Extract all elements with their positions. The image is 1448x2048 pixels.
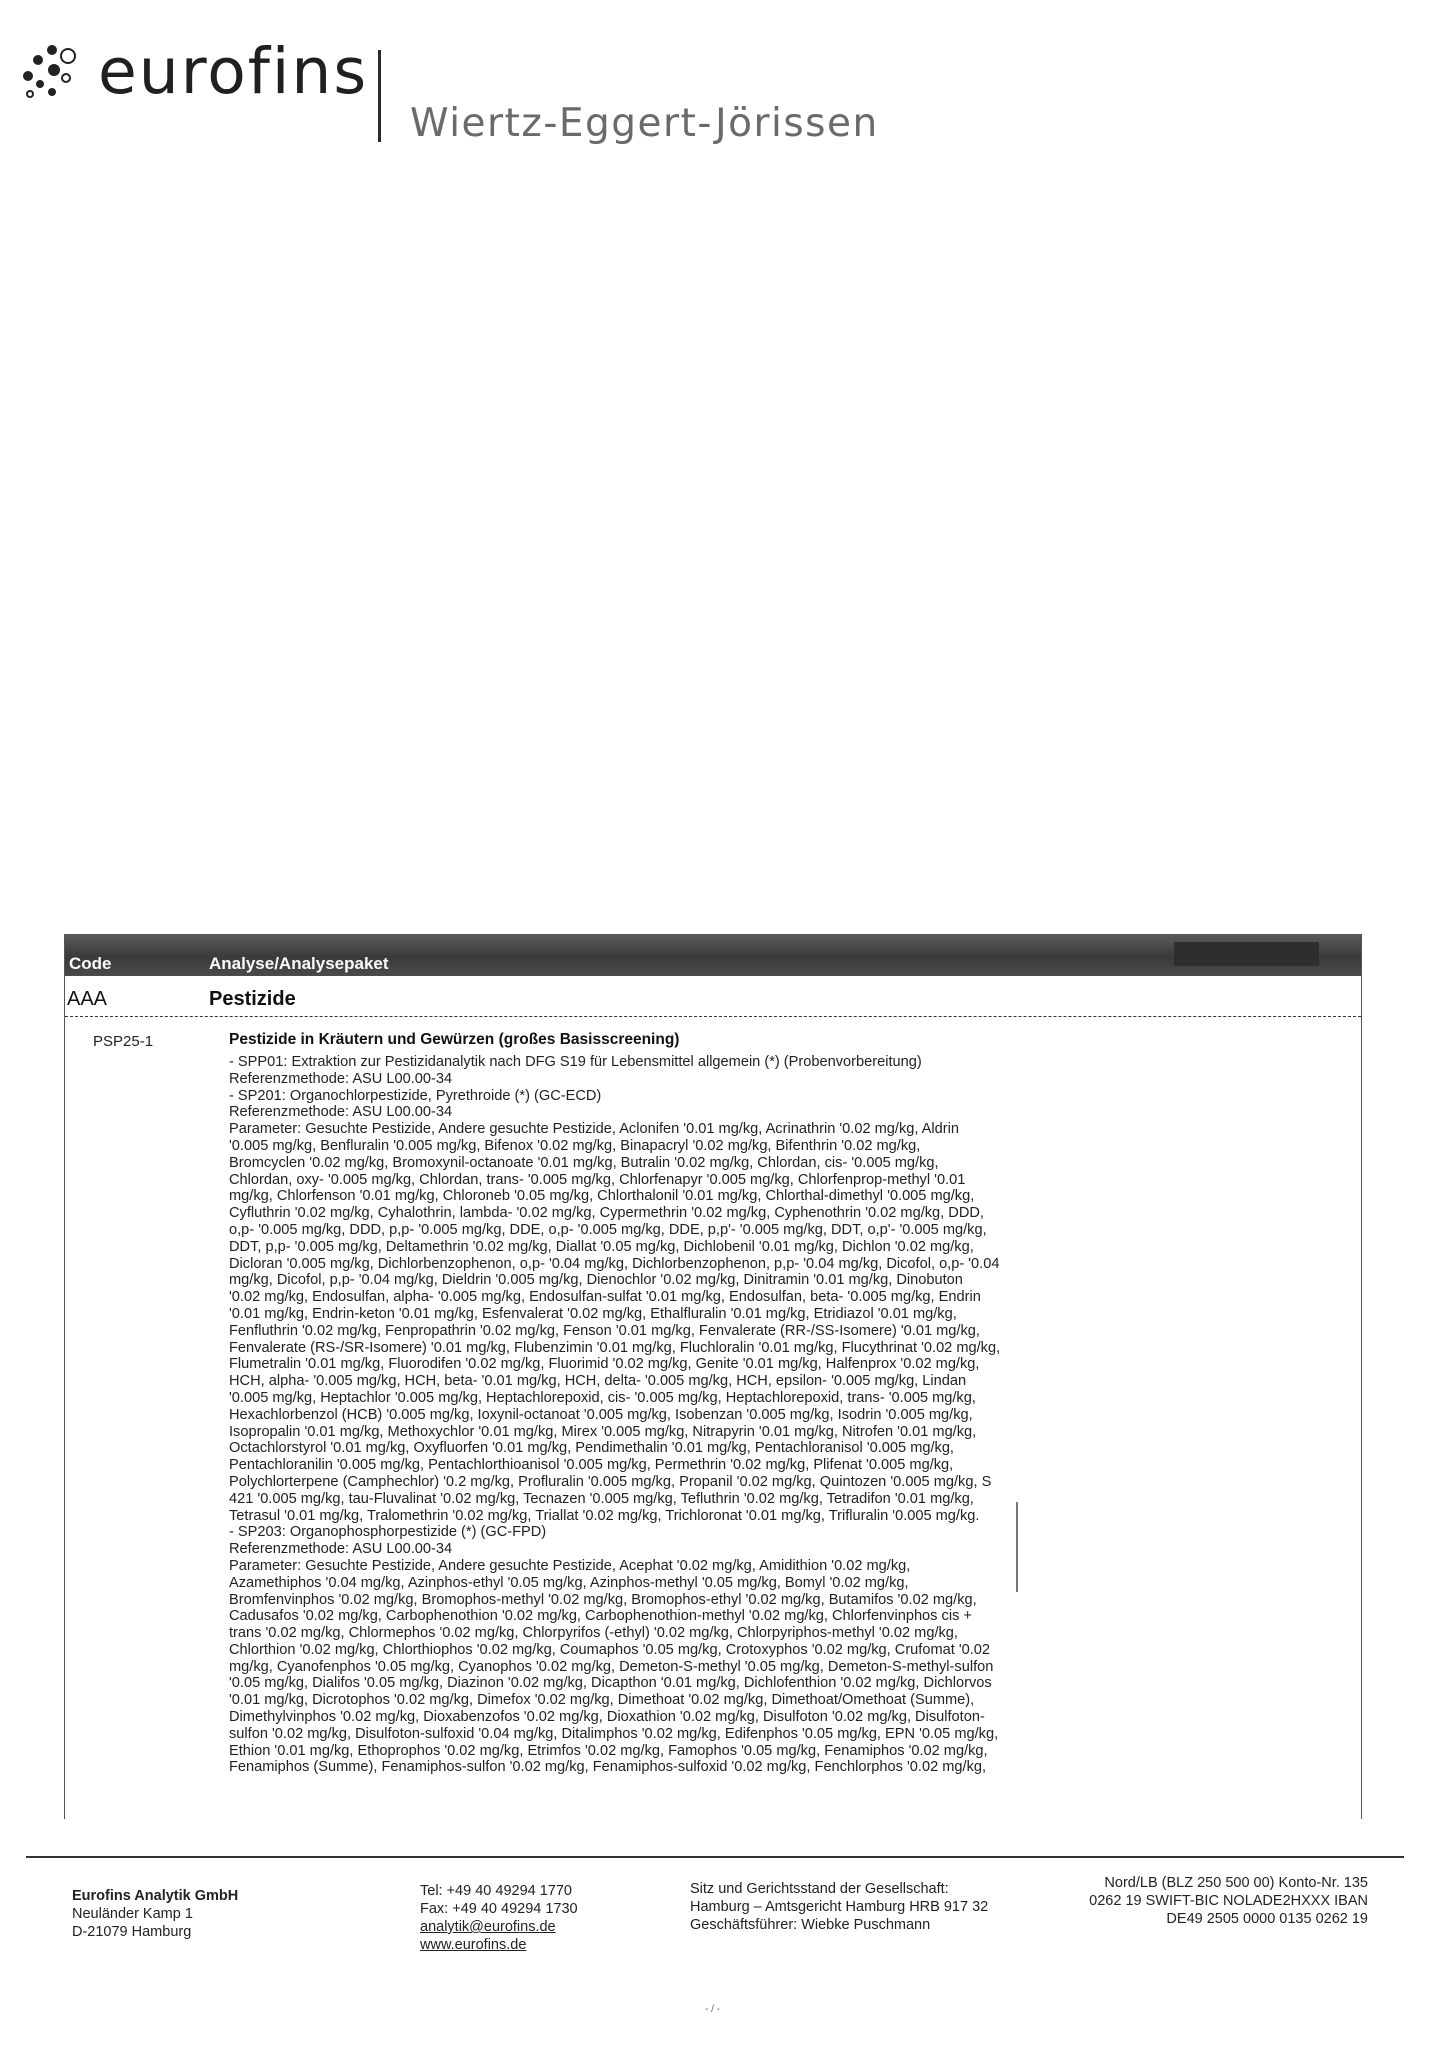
lab-name: Wiertz-Eggert-Jörissen [410,101,879,146]
description-line: Isopropalin '0.01 mg/kg, Methoxychlor '0.01 mg/kg, Mirex '0.005 mg/kg, Nitrapyrin '0.01 mg/kg, Nitrofen '0.01 mg/kg, [229,1423,977,1440]
description-line: '0.01 mg/kg, Endrin-keton '0.01 mg/kg, Esfenvalerat '0.02 mg/kg, Ethalfluralin '0.01 mg/kg, Etridiazol '0.01 mg/kg, [229,1305,957,1322]
description-line: trans '0.02 mg/kg, Chlormephos '0.02 mg/kg, Chlorpyrifos (-ethyl) '0.02 mg/kg, Chlorpyriphos-methyl '0.02 mg/kg, [229,1625,958,1642]
description-line: Fenamiphos (Summe), Fenamiphos-sulfon '0.02 mg/kg, Fenamiphos-sulfoxid '0.02 mg/kg, Fenchlorphos '0.02 mg/kg, [229,1759,987,1776]
description-line: mg/kg, Dicofol, p,p- '0.04 mg/kg, Dieldrin '0.005 mg/kg, Dienochlor '0.02 mg/kg, Dinitramin '0.01 mg/kg, Dinobuton [229,1272,963,1289]
description-line: '0.02 mg/kg, Endosulfan, alpha- '0.005 mg/kg, Endosulfan-sulfat '0.01 mg/kg, Endosulfan, beta- '0.005 mg/kg, Endrin [229,1289,981,1306]
footer-bank [1089,1874,1368,1928]
registry-line-2: Hamburg – Amtsgericht Hamburg HRB 917 32 [690,1899,989,1915]
description-line: Cyfluthrin '0.02 mg/kg, Cyhalothrin, lambda- '0.02 mg/kg, Cypermethrin '0.02 mg/kg, Cyphenothrin '0.02 mg/kg, DDD, [229,1205,984,1222]
analysis-table [64,934,1362,1819]
contact-email-link[interactable]: analytik@eurofins.de [420,1919,556,1935]
bank-line-1: Nord/LB (BLZ 250 500 00) Konto-Nr. 135 [1104,1875,1368,1891]
page-mark: - / - [705,2004,720,2015]
footer-company [72,1887,238,1941]
description-line: Fenfluthrin '0.02 mg/kg, Fenpropathrin '0.02 mg/kg, Fenson '0.01 mg/kg, Fenvalerate (RR-/SS-Isomere) '0.01 mg/kg, [229,1322,980,1339]
brand-name: eurofins [98,35,369,108]
description-line: Fenvalerate (RS-/SR-Isomere) '0.01 mg/kg, Flubenzimin '0.01 mg/kg, Fluchloralin '0.01 mg/kg, Flucythrinat '0.02 mg/kg, [229,1339,1001,1356]
description-line: Polychlorterpene (Camphechlor) '0.2 mg/kg, Profluralin '0.005 mg/kg, Propanil '0.02 mg/kg, Quintozen '0.005 mg/kg, S [229,1473,992,1490]
description-line: Referenzmethode: ASU L00.00-34 [229,1104,453,1121]
column-header-code: Code [69,954,112,973]
footer-contact [420,1882,578,1954]
description-line: Tetrasul '0.01 mg/kg, Tralomethrin '0.02 mg/kg, Triallat '0.02 mg/kg, Trichloronat '0.01 mg/kg, Trifluralin '0.005 mg/kg. [229,1507,980,1524]
redaction-block [1174,942,1319,966]
column-header-analyse: Analyse/Analysepaket [209,954,389,973]
registry-line-3: Geschäftsführer: Wiebke Puschmann [690,1917,931,1933]
description-line: Flumetralin '0.01 mg/kg, Fluorodifen '0.02 mg/kg, Fluorimid '0.02 mg/kg, Genite '0.01 mg/kg, Halfenprox '0.02 mg/kg, [229,1356,980,1373]
registry-line-1: Sitz und Gerichtsstand der Gesellschaft: [690,1881,949,1897]
margin-line [1016,1502,1018,1592]
description-line: mg/kg, Cyanofenphos '0.05 mg/kg, Cyanophos '0.02 mg/kg, Demeton-S-methyl '0.05 mg/kg, Demeton-S-methyl-sulfon [229,1658,994,1675]
description-line: Dicloran '0.005 mg/kg, Dichlorbenzophenon, o,p- '0.04 mg/kg, Dichlorbenzophenon, p,p- '0.04 mg/kg, Dicofol, o,p- '0.04 [229,1255,1000,1272]
contact-fax: Fax: +49 40 49294 1730 [420,1901,578,1917]
description-line: HCH, alpha- '0.005 mg/kg, HCH, beta- '0.01 mg/kg, HCH, delta- '0.005 mg/kg, HCH, epsilon- '0.005 mg/kg, Lindan [229,1373,967,1390]
description-line: Parameter: Gesuchte Pestizide, Andere gesuchte Pestizide, Acephat '0.02 mg/kg, Amidithion '0.02 mg/kg, [229,1557,911,1574]
item-code: PSP25-1 [93,1033,154,1050]
description-line: Azamethiphos '0.04 mg/kg, Azinphos-ethyl '0.05 mg/kg, Azinphos-methyl '0.05 mg/kg, Bomyl '0.02 mg/kg, [229,1574,909,1591]
item-title: Pestizide in Kräutern und Gewürzen (großes Basisscreening) [229,1031,680,1048]
description-line: Octachlorstyrol '0.01 mg/kg, Oxyfluorfen '0.01 mg/kg, Pendimethalin '0.01 mg/kg, Pentachloranisol '0.005 mg/kg, [229,1440,954,1457]
description-line: - SP201: Organochlorpestizide, Pyrethroide (*) (GC-ECD) [229,1087,602,1104]
footer-registry [690,1880,988,1934]
description-line: '0.005 mg/kg, Benfluralin '0.005 mg/kg, Bifenox '0.02 mg/kg, Binapacryl '0.02 mg/kg, Bifenthrin '0.02 mg/kg, [229,1137,921,1154]
group-code: AAA [67,988,108,1010]
description-line: '0.05 mg/kg, Dialifos '0.05 mg/kg, Diazinon '0.02 mg/kg, Dicapthon '0.01 mg/kg, Dichlofenthion '0.02 mg/kg, Dichlorvos [229,1675,992,1692]
description-line: '0.005 mg/kg, Heptachlor '0.005 mg/kg, Heptachlorepoxid, cis- '0.005 mg/kg, Heptachlorepoxid, trans- '0.005 mg/kg, [229,1389,976,1406]
description-line: - SP203: Organophosphorpestizide (*) (GC-FPD) [229,1524,547,1541]
group-row [65,988,1361,1017]
group-name: Pestizide [209,988,296,1010]
company-city: D-21079 Hamburg [72,1924,192,1940]
description-line: Parameter: Gesuchte Pestizide, Andere gesuchte Pestizide, Aclonifen '0.01 mg/kg, Acrinathrin '0.02 mg/kg, Aldrin [229,1121,959,1138]
contact-tel: Tel: +49 40 49294 1770 [420,1883,572,1899]
eurofins-logo [18,34,378,114]
description-line: - SPP01: Extraktion zur Pestizidanalytik nach DFG S19 für Lebensmittel allgemein (*) (Probenvorbereitung) [229,1054,922,1070]
description-line: Ethion '0.01 mg/kg, Ethoprophos '0.02 mg/kg, Etrimfos '0.02 mg/kg, Famophos '0.05 mg/kg, Fenamiphos '0.02 mg/kg, [229,1742,988,1759]
contact-web-link[interactable]: www.eurofins.de [420,1937,527,1953]
bank-line-2: 0262 19 SWIFT-BIC NOLADE2HXXX IBAN [1089,1893,1368,1909]
description-line: o,p- '0.005 mg/kg, DDD, p,p- '0.005 mg/kg, DDE, o,p- '0.005 mg/kg, DDE, p,p'- '0.005 mg/kg, DDT, o,p'- '0.005 mg/kg, [229,1221,987,1238]
item-description [229,1054,1149,1776]
header-divider [378,50,381,142]
description-line: Bromcyclen '0.02 mg/kg, Bromoxynil-octanoate '0.01 mg/kg, Butralin '0.02 mg/kg, Chlordan, cis- '0.005 mg/kg, [229,1154,939,1171]
eurofins-molecule-icon [18,38,82,102]
description-line: '0.01 mg/kg, Dicrotophos '0.02 mg/kg, Dimefox '0.02 mg/kg, Dimethoat '0.02 mg/kg, Dimethoat/Omethoat (Summe), [229,1692,975,1709]
description-line: Pentachloranilin '0.005 mg/kg, Pentachlorthioanisol '0.005 mg/kg, Permethrin '0.02 mg/kg, Plifenat '0.005 mg/kg, [229,1457,954,1474]
company-street: Neuländer Kamp 1 [72,1906,193,1922]
bank-line-3: DE49 2505 0000 0135 0262 19 [1166,1911,1368,1927]
company-name: Eurofins Analytik GmbH [72,1888,239,1904]
description-line: Referenzmethode: ASU L00.00-34 [229,1541,453,1558]
description-line: Cadusafos '0.02 mg/kg, Carbophenothion '0.02 mg/kg, Carbophenothion-methyl '0.02 mg/kg, Chlorfenvinphos cis + [229,1608,972,1625]
description-line: 421 '0.005 mg/kg, tau-Fluvalinat '0.02 mg/kg, Tecnazen '0.005 mg/kg, Tefluthrin '0.02 mg/kg, Tetradifon '0.01 mg/kg, [229,1490,974,1507]
description-line: Dimethylvinphos '0.02 mg/kg, Dioxabenzofos '0.02 mg/kg, Dioxathion '0.02 mg/kg, Disulfoton '0.02 mg/kg, Disulfoton- [229,1709,985,1726]
description-line: Referenzmethode: ASU L00.00-34 [229,1070,453,1087]
footer-divider [26,1856,1404,1858]
description-line: Chlorthion '0.02 mg/kg, Chlorthiophos '0.02 mg/kg, Coumaphos '0.05 mg/kg, Crotoxyphos '0.02 mg/kg, Crufomat '0.02 [229,1641,991,1658]
description-line: Chlordan, oxy- '0.005 mg/kg, Chlordan, trans- '0.005 mg/kg, Chlorfenapyr '0.005 mg/kg, Chlorfenprop-methyl '0.01 [229,1171,966,1188]
description-line: DDT, p,p- '0.005 mg/kg, Deltamethrin '0.02 mg/kg, Diallat '0.05 mg/kg, Dichlobenil '0.01 mg/kg, Dichlon '0.02 mg/kg, [229,1238,974,1255]
description-line: sulfon '0.02 mg/kg, Disulfoton-sulfoxid '0.04 mg/kg, Ditalimphos '0.02 mg/kg, Edifenphos '0.05 mg/kg, EPN '0.05 mg/kg, [229,1725,999,1742]
description-line: mg/kg, Chlorfenson '0.01 mg/kg, Chloroneb '0.05 mg/kg, Chlorthalonil '0.01 mg/kg, Chlorthal-dimethyl '0.005 mg/kg, [229,1188,975,1205]
table-header [65,934,1361,976]
description-line: Hexachlorbenzol (HCB) '0.005 mg/kg, Ioxynil-octanoat '0.005 mg/kg, Isobenzan '0.005 mg/kg, Isodrin '0.005 mg/kg, [229,1406,973,1423]
description-line: Bromfenvinphos '0.02 mg/kg, Bromophos-methyl '0.02 mg/kg, Bromophos-ethyl '0.02 mg/kg, Butamifos '0.02 mg/kg, [229,1591,977,1608]
